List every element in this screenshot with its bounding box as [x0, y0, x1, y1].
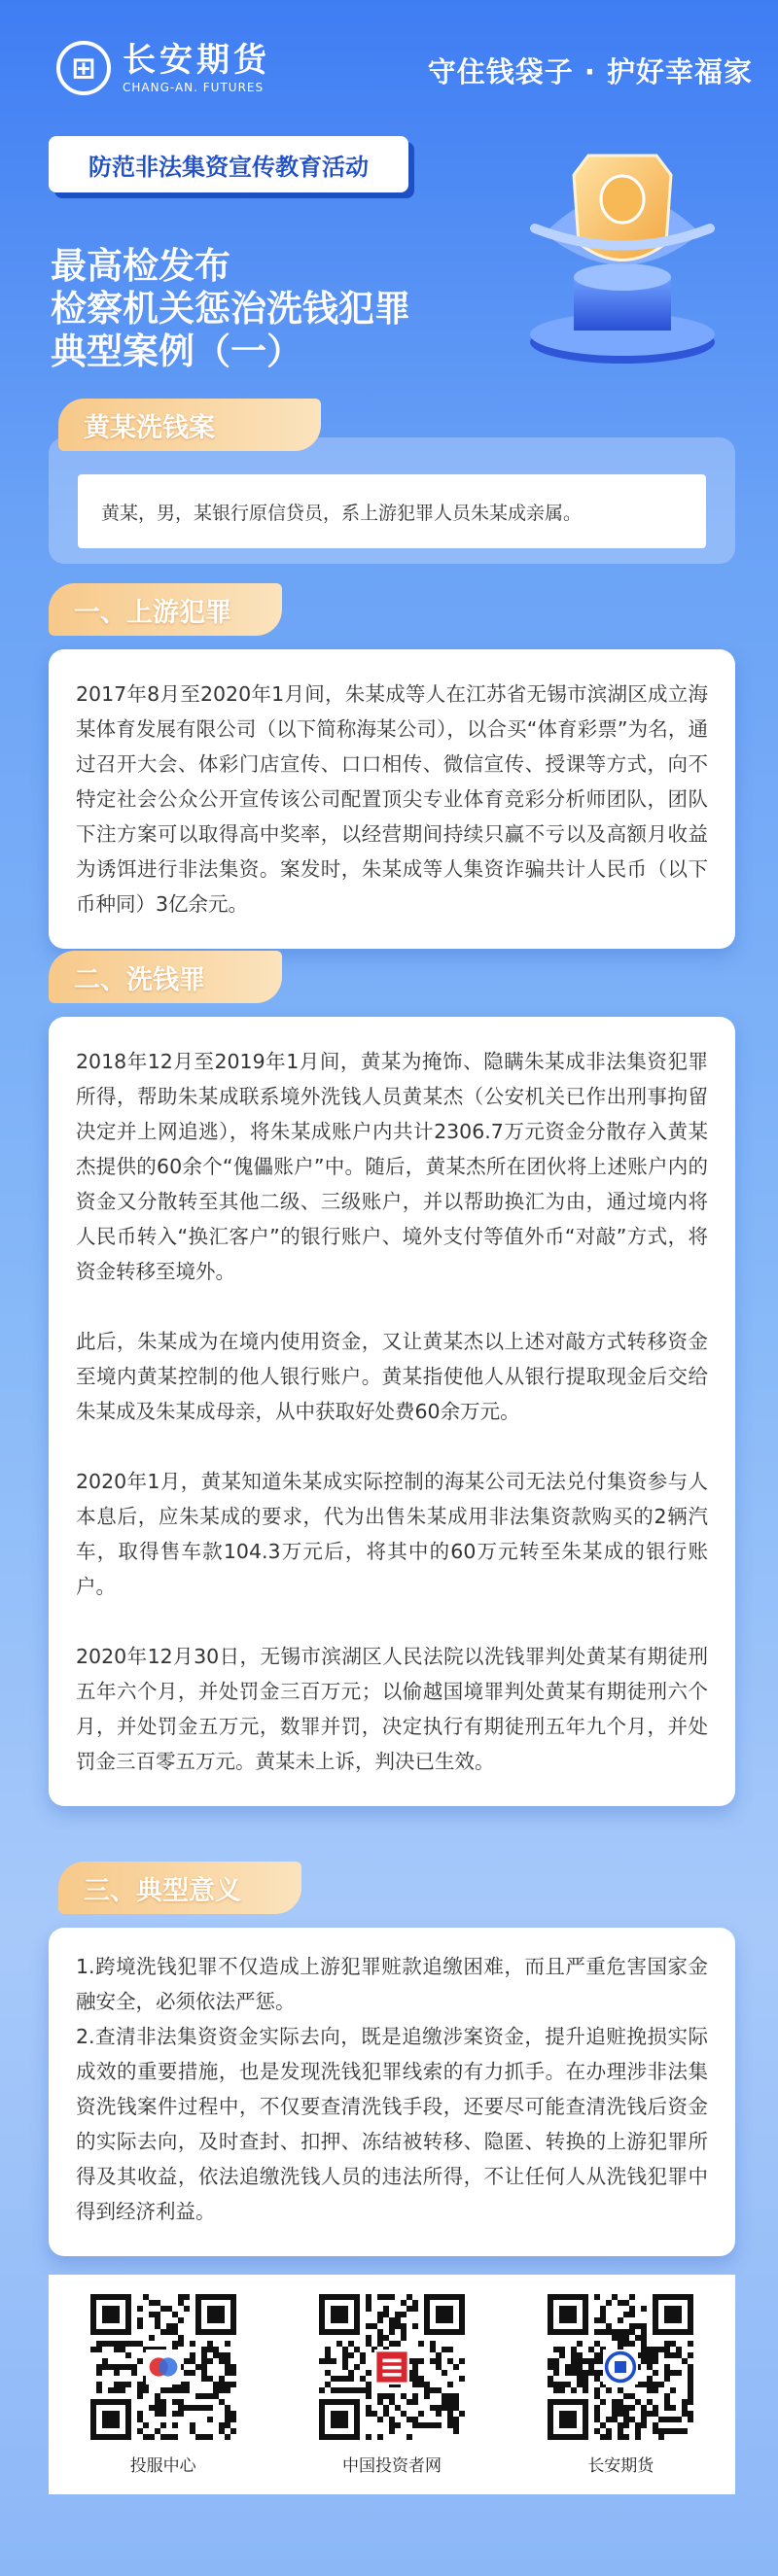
logo-name-cn: 长安期货 [123, 41, 270, 80]
section-label: 一、上游犯罪 [49, 583, 282, 636]
section-upstream-crime [49, 583, 735, 943]
qr-footer [49, 2275, 735, 2494]
changan-logo-icon [603, 2350, 638, 2385]
header [0, 0, 778, 389]
slogan: 守住钱袋子 · 护好幸福家 [427, 55, 753, 88]
qr-caption: 中国投资者网 [341, 2456, 442, 2476]
section-label: 三、典型意义 [58, 1862, 301, 1914]
title-line-1: 最高检发布 [51, 245, 230, 287]
title-line-2: 检察机关惩治洗钱犯罪 [51, 288, 410, 330]
qr-code[interactable] [548, 2294, 693, 2440]
section-label: 二、洗钱罪 [49, 951, 282, 1003]
qr-caption: 长安期货 [587, 2456, 654, 2476]
paragraph: 2020年12月30日，无锡市滨湖区人民法院以洗钱罪判处黄某有期徒刑五年六个月，并处罚金三百万元；以偷越国境罪判处黄某有期徒刑六个月，并处罚金五万元，数罪并罚，决定执行有期徒刑五年九个月，并处罚金三百零五万元。黄某未上诉，判决已生效。 [76, 1645, 708, 1773]
paragraph: 2.查清非法集资资金实际去向，既是追缴涉案资金，提升追赃挽损实际成效的重要措施，也是发现洗钱犯罪线索的有力抓手。在办理涉非法集资洗钱案件过程中，不仅要查清洗钱手段，还要尽可能查清洗钱后资金的实际去向，及时查封、扣押、冻结被转移、隐匿、转换的上游犯罪所得及其收益，依法追缴洗钱人员的违法所得，不让任何人从洗钱犯罪中得到经济利益。 [76, 2025, 708, 2223]
case-intro [49, 399, 735, 554]
brand-logo [56, 41, 270, 95]
section-card [49, 1017, 735, 1806]
qr-caption: 投服中心 [129, 2456, 196, 2476]
qr-code[interactable] [319, 2294, 465, 2440]
logo-name-en: CHANG-AN. FUTURES [123, 81, 265, 94]
changan-logo-icon: ⊞ [56, 41, 111, 95]
qr-item-tfzx[interactable] [90, 2294, 236, 2476]
paragraph: 此后，朱某成为在境内使用资金，又让黄某杰以上述对敲方式转移资金至境内黄某控制的他人银行账户。黄某指使他人从银行提取现金后交给朱某成及朱某成母亲，从中获取好处费60余万元。 [76, 1330, 708, 1423]
qr-item-changan[interactable] [548, 2294, 693, 2476]
page-title [51, 245, 410, 373]
shield-trophy-illustration [506, 117, 739, 369]
qr-code[interactable] [90, 2294, 236, 2440]
title-line-3: 典型案例（一） [51, 331, 302, 372]
qr-item-investor-net[interactable] [319, 2294, 465, 2476]
investor-net-logo-icon [374, 2350, 409, 2385]
paragraph: 2017年8月至2020年1月间，朱某成等人在江苏省无锡市滨湖区成立海某体育发展有限公司（以下简称海某公司），以合买“体育彩票”为名，通过召开大会、体彩门店宣传、口口相传、微信宣传、授课等方式，向不特定社会公众公开宣传该公司配置顶尖专业体育竞彩分析师团队，团队下注方案可以取得高中奖率，以经营期间持续只赢不亏以及高额月收益为诱饵进行非法集资。案发时，朱某成等人集资诈骗共计人民币（以下币种同）3亿余元。 [76, 682, 708, 916]
paragraph: 1.跨境洗钱犯罪不仅造成上游犯罪赃款追缴困难，而且严重危害国家金融安全，必须依法严惩。 [76, 1955, 708, 2013]
tfzx-logo-icon [146, 2350, 181, 2385]
case-intro-text: 黄某，男，某银行原信贷员，系上游犯罪人员朱某成亲属。 [78, 474, 706, 548]
paragraph: 2018年12月至2019年1月间，黄某为掩饰、隐瞒朱某成非法集资犯罪所得，帮助朱某成联系境外洗钱人员黄某杰（公安机关已作出刑事拘留决定并上网追逃），将朱某成账户内共计2306.7万元资金分散存入黄某杰提供的60余个“傀儡账户”中。随后，黄某杰所在团伙将上述账户内的资金又分散转至其他二级、三级账户，并以帮助换汇为由，通过境内将人民币转入“换汇客户”的银行账户、境外支付等值外币“对敲”方式，将资金转移至境外。 [76, 1050, 708, 1283]
paragraph: 2020年1月，黄某知道朱某成实际控制的海某公司无法兑付集资参与人本息后，应朱某成的要求，代为出售朱某成用非法集资款购买的2辆汽车，取得售车款104.3万元后，将其中的60万元转至朱某成的银行账户。 [76, 1470, 708, 1598]
section-card [49, 1928, 735, 2256]
campaign-badge: 防范非法集资宣传教育活动 [49, 136, 408, 192]
section-card [49, 649, 735, 949]
case-label: 黄某洗钱案 [58, 399, 321, 451]
